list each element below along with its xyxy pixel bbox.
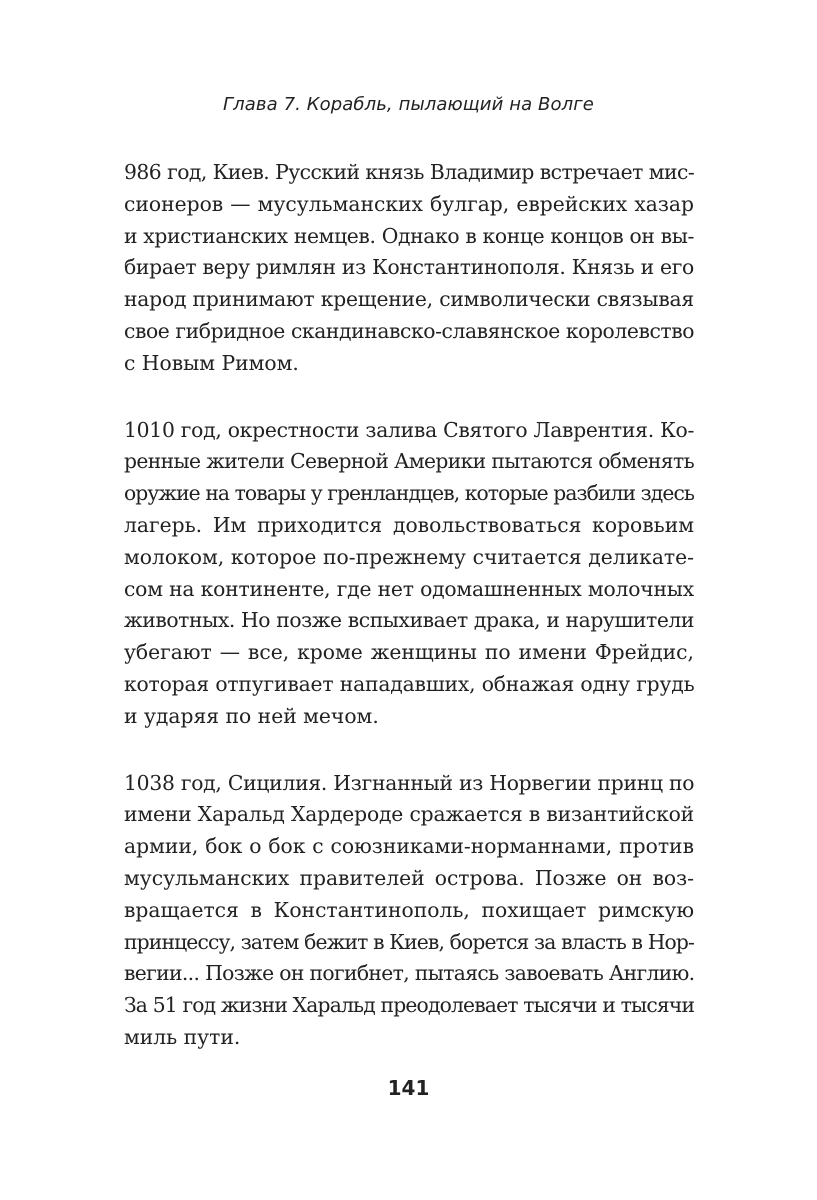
paragraph-1038 [124, 768, 694, 1054]
text-line: имени Харальд Хардероде сражается в византийской [124, 802, 694, 827]
text-line: сом на континенте, где нет одомашненных молочных [124, 576, 694, 601]
text-line: ренные жители Северной Америки пытаются обменять [124, 449, 694, 474]
text-line: 986 год, Киев. Русский князь Владимир встречает мис- [124, 160, 695, 184]
text-line: свое гибридное скандинавско-славянское королевство [124, 318, 695, 343]
text-line: За 51 год жизни Харальд преодолевает тысячи и тысячи [124, 993, 695, 1018]
text-line: и христианских немцев. Однако в конце концов он вы- [124, 223, 694, 248]
text-line: народ принимают крещение, символически связывая [124, 287, 694, 312]
text-line: оружие на товары у гренландцев, которые разбили здесь [124, 481, 694, 506]
page-number: 141 [387, 1076, 430, 1100]
running-head: Глава 7. Корабль, пылающий на Волге [223, 94, 594, 115]
text-line: животных. Но позже вспыхивает драка, и нарушители [124, 608, 694, 633]
paragraph-1010 [124, 415, 694, 733]
text-line: убегают — все, кроме женщины по имени Фрейдис, [124, 640, 694, 665]
paragraph-986 [124, 157, 694, 380]
text-line: и ударяя по ней мечом. [124, 703, 379, 728]
text-line: принцессу, затем бежит в Киев, борется за власть в Нор- [124, 929, 695, 954]
text-line: сионеров — мусульманских булгар, еврейских хазар [124, 191, 694, 216]
body-text [124, 157, 694, 1089]
text-line: 1010 год, окрестности залива Святого Лаврентия. Ко- [124, 417, 695, 442]
text-line: вращается в Константинополь, похищает римскую [124, 897, 694, 922]
text-line: которая отпугивает нападавших, обнажая одну грудь [124, 671, 695, 696]
text-line: с Новым Римом. [124, 350, 299, 375]
text-line: мусульманских правителей острова. Позже он воз- [124, 865, 694, 890]
text-line: лагерь. Им приходится довольствоваться коровьим [124, 512, 694, 537]
text-line: бирает веру римлян из Константинополя. Князь и его [124, 255, 694, 280]
text-line: вегии... Позже он погибнет, пытаясь завоевать Англию. [124, 961, 695, 986]
text-line: армии, бок о бок с союзниками-норманнами, против [124, 834, 694, 859]
text-line: 1038 год, Сицилия. Изгнанный из Норвегии принц по [124, 770, 695, 795]
text-line: миль пути. [124, 1024, 241, 1049]
text-line: молоком, которое по-прежнему считается деликате- [124, 544, 694, 569]
